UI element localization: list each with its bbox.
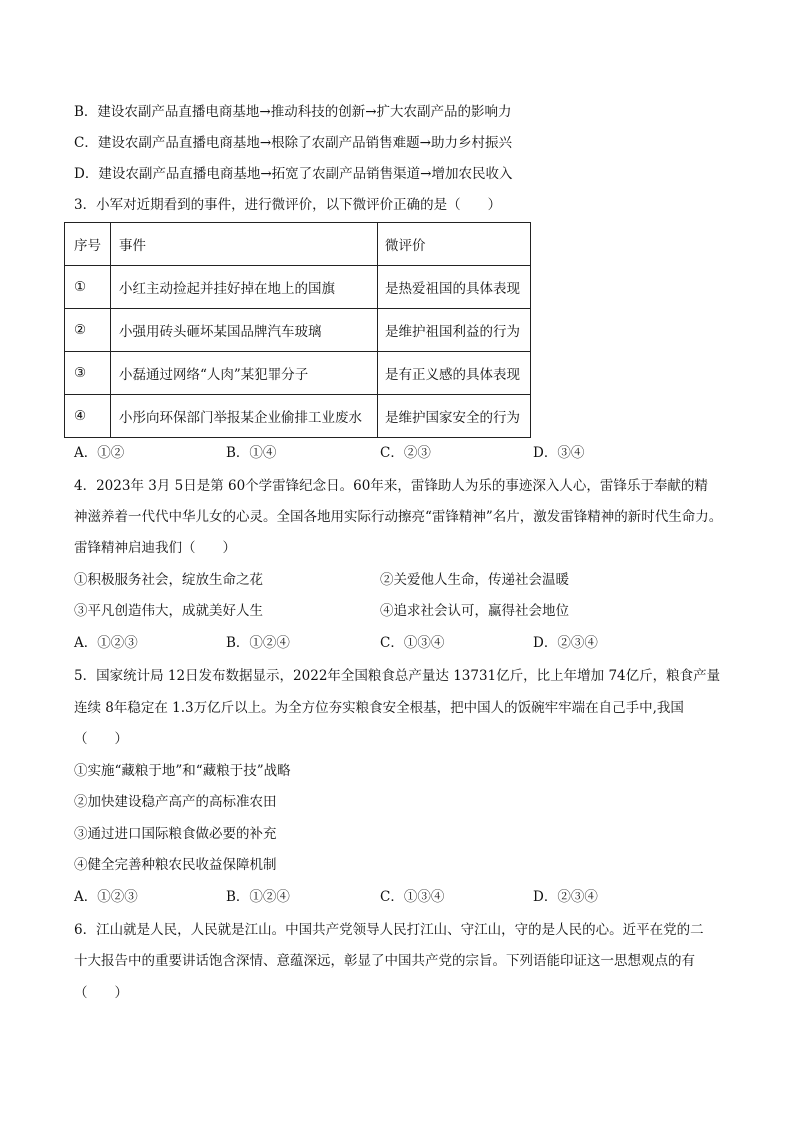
- q2-option-b: B．建设农副产品直播电商基地→推动科技的创新→扩大农副产品的影响力: [74, 104, 512, 120]
- q5-stem-line: 连续 8年稳定在 1.3万亿斤以上。为全方位夯实粮食安全根基，把中国人的饭碗牢牢端在自己手中,我国: [74, 700, 684, 716]
- table-cell: 小磊通过网络“人肉”某犯罪分子: [111, 352, 378, 395]
- q4-option-b: B．①②④: [226, 635, 290, 651]
- q4-statement: ①积极服务社会，绽放生命之花: [74, 572, 263, 588]
- q5-statement: ①实施“藏粮于地”和“藏粮于技”战略: [74, 763, 291, 779]
- table-cell: ③: [65, 352, 111, 395]
- q4-stem-line: 4．2023年 3月 5日是第 60个学雷锋纪念日。60年来，雷锋助人为乐的事迹深入人心，雷锋乐于奉献的精: [74, 478, 708, 494]
- q5-option-d: D．②③④: [533, 889, 598, 905]
- q4-option-c: C．①③④: [380, 635, 445, 651]
- table-header-row: [65, 223, 531, 266]
- q4-statement: ③平凡创造伟大，成就美好人生: [74, 603, 263, 619]
- q4-stem-line: 雷锋精神启迪我们（ ）: [74, 540, 236, 556]
- table-cell: 小彤向环保部门举报某企业偷排工业废水: [111, 395, 378, 438]
- table-header-cell: 事件: [111, 223, 378, 266]
- q3-stem: 3．小军对近期看到的事件，进行微评价，以下微评价正确的是（ ）: [74, 197, 502, 213]
- q4-option-a: A．①②③: [74, 635, 138, 651]
- q5-statement: ③通过进口国际粮食做必要的补充: [74, 826, 277, 842]
- q6-stem-line: （ ）: [74, 985, 128, 1001]
- q3-table: [64, 222, 531, 438]
- q5-option-b: B．①②④: [226, 889, 290, 905]
- table-row: [65, 395, 531, 438]
- table-row: [65, 266, 531, 309]
- q5-statement: ④健全完善种粮农民收益保障机制: [74, 857, 277, 873]
- q5-option-a: A．①②③: [74, 889, 138, 905]
- q5-statement: ②加快建设稳产高产的高标准农田: [74, 794, 277, 810]
- q5-stem-line: （ ）: [74, 731, 128, 747]
- table-cell: ④: [65, 395, 111, 438]
- q5-stem-line: 5．国家统计局 12日发布数据显示，2022年全国粮食总产量达 13731亿斤，比上年增加 74亿斤，粮食产量: [74, 668, 721, 684]
- q3-option-b: B．①④: [226, 445, 277, 461]
- q3-option-a: A．①②: [74, 445, 125, 461]
- q4-stem-line: 神滋养着一代代中华儿女的心灵。全国各地用实际行动擦亮“雷锋精神”名片，激发雷锋精神的新时代生命力。: [74, 509, 723, 525]
- table-row: [65, 352, 531, 395]
- q3-option-d: D．③④: [533, 445, 585, 461]
- table-cell: ②: [65, 309, 111, 352]
- table-cell: 是有正义感的具体表现: [378, 352, 531, 395]
- table-cell: 小强用砖头砸坏某国品牌汽车玻璃: [111, 309, 378, 352]
- q5-option-c: C．①③④: [380, 889, 445, 905]
- table-cell: 是维护祖国利益的行为: [378, 309, 531, 352]
- q2-option-d: D．建设农副产品直播电商基地→拓宽了农副产品销售渠道→增加农民收入: [74, 166, 513, 182]
- q4-statement: ②关爱他人生命，传递社会温暖: [380, 572, 569, 588]
- q3-option-c: C．②③: [380, 445, 431, 461]
- q4-option-d: D．②③④: [533, 635, 598, 651]
- q6-stem-line: 6．江山就是人民，人民就是江山。中国共产党领导人民打江山、守江山，守的是人民的心。近平在党的二: [74, 922, 704, 938]
- table-cell: 是维护国家安全的行为: [378, 395, 531, 438]
- q2-option-c: C．建设农副产品直播电商基地→根除了农副产品销售难题→助力乡村振兴: [74, 135, 512, 151]
- table-header-cell: 序号: [65, 223, 111, 266]
- table-header-cell: 微评价: [378, 223, 531, 266]
- q4-statement: ④追求社会认可，赢得社会地位: [380, 603, 569, 619]
- table-cell: 小红主动捡起并挂好掉在地上的国旗: [111, 266, 378, 309]
- table-cell: ①: [65, 266, 111, 309]
- table-cell: 是热爱祖国的具体表现: [378, 266, 531, 309]
- q6-stem-line: 十大报告中的重要讲话饱含深情、意蕴深远，彰显了中国共产党的宗旨。下列语能印证这一思想观点的有: [74, 953, 695, 969]
- table-row: [65, 309, 531, 352]
